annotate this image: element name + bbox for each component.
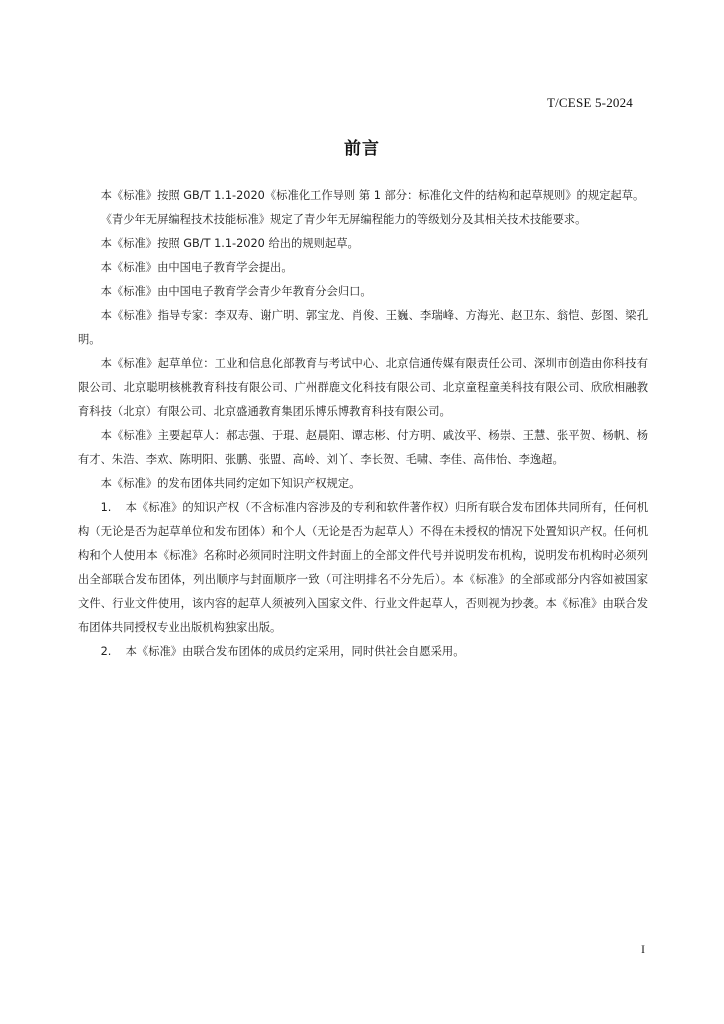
- ip-rule-number: 1.: [100, 501, 112, 514]
- paragraph-ip-intro: 本《标准》的发布团体共同约定如下知识产权规定。: [100, 477, 361, 490]
- standard-code: T/CESE 5-2024: [546, 95, 633, 110]
- paragraph-administrator: 本《标准》由中国电子教育学会青少年教育分会归口。: [100, 285, 372, 298]
- paragraph-drafting-basis: 本《标准》按照 GB/T 1.1-2020《标准化工作导则 第 1 部分：标准化文件的结构和起草规则》的规定起草。: [100, 189, 645, 202]
- paragraph-drafting-units: 本《标准》起草单位：工业和信息化部教育与考试中心、北京信通传媒有限责任公司、深圳市创造由你科技有限公司、北京聪明核桃教育科技有限公司、广州群鹿文化科技有限公司、北京童程童美科技有限公司、欣欣相融教育科技（北京）有限公司、北京盛通教育集团乐博乐博教育科技有限公司。: [78, 357, 648, 418]
- ip-rule-2: [78, 640, 648, 664]
- preface-content: [78, 184, 648, 664]
- paragraph-proposer: 本《标准》由中国电子教育学会提出。: [100, 261, 293, 274]
- paragraph-scope: 《青少年无屏编程技术技能标准》规定了青少年无屏编程能力的等级划分及其相关技术技能要求。: [100, 213, 587, 226]
- ip-rule-text: 本《标准》由联合发布团体的成员约定采用，同时供社会自愿采用。: [125, 645, 465, 658]
- paragraph-drafting-rules: 本《标准》按照 GB/T 1.1-2020 给出的规则起草。: [100, 237, 359, 250]
- ip-rule-text: 本《标准》的知识产权（不含标准内容涉及的专利和软件著作权）归所有联合发布团体共同所有，任何机构（无论是否为起草单位和发布团体）和个人（无论是否为起草人）不得在未授权的情况下处置知识产权。任何机构和个人使用本《标准》名称时必须同时注明文件封面上的全部文件代号并说明发布机构，说明发布机构时必须列出全部联合发布团体，列出顺序与封面顺序一致（可注明排名不分先后）。本《标准》的全部或部分内容如被国家文件、行业文件使用，该内容的起草人须被列入国家文件、行业文件起草人，否则视为抄袭。本《标准》由联合发布团体共同授权专业出版机构独家出版。: [78, 501, 648, 634]
- paragraph-main-drafters: 本《标准》主要起草人：郝志强、于琨、赵晨阳、谭志彬、付方明、戚汝平、杨崇、王慧、张平贺、杨帆、杨有才、朱浩、李欢、陈明阳、张鹏、张盟、高岭、刘丫、李长贺、毛啸、李佳、高伟怡、李逸超。: [78, 429, 648, 466]
- page-title: 前言: [344, 139, 380, 159]
- ip-rule-1: [78, 496, 648, 640]
- paragraph-guiding-experts: 本《标准》指导专家：李双寿、谢广明、郭宝龙、肖俊、王巍、李瑞峰、方海光、赵卫东、翁恺、彭图、梁孔明。: [78, 309, 648, 346]
- ip-rule-number: 2.: [100, 645, 112, 658]
- page-number: I: [641, 942, 645, 956]
